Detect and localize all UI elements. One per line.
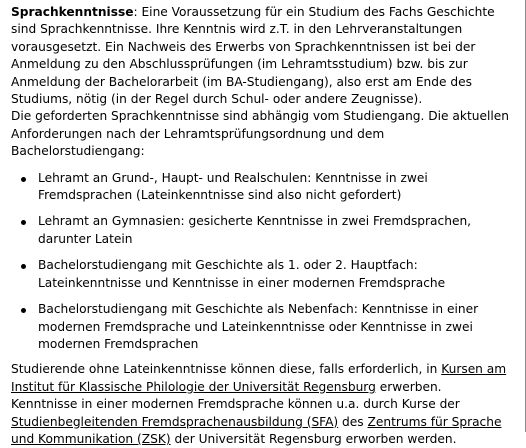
- list-item: [38, 213, 516, 248]
- zsk-link[interactable]: Zentrums für Sprache und Kommunikation (ZSK): [11, 414, 502, 446]
- sfa-link[interactable]: Studienbegleitenden Fremdsprachenausbildung (SFA): [11, 414, 339, 429]
- section-heading-colon: :: [133, 5, 138, 19]
- latin-courses-paragraph: [11, 361, 516, 448]
- latin-text-after: erwerben.: [375, 379, 442, 394]
- bullet-icon: [21, 264, 26, 269]
- latin-courses-link[interactable]: Kursen am Institut für Klassische Philologie der Universität Regensburg: [11, 362, 507, 394]
- list-item-text: Lehramt an Gymnasien: gesicherte Kenntnisse in zwei Fremdsprachen, darunter Latein: [38, 214, 472, 246]
- modern-text-before: Kenntnisse in einer modernen Fremdsprache können u.a. durch Kurse der: [11, 397, 460, 412]
- modern-text-after: der Universität Regensburg erworben werden.: [170, 431, 457, 446]
- latin-text-before: Studierende ohne Lateinkenntnisse können diese, falls erforderlich, in: [11, 362, 442, 377]
- bullet-icon: [21, 308, 26, 313]
- modern-text-middle: des: [338, 414, 368, 429]
- section-heading: Sprachkenntnisse: [11, 5, 134, 19]
- requirements-list: [11, 170, 516, 354]
- intro-paragraph: [11, 4, 516, 108]
- list-item-text: Bachelorstudiengang mit Geschichte als 1. oder 2. Hauptfach: Lateinkenntnisse und Kenntnisse in einer modernen Fremdsprache: [38, 258, 446, 290]
- list-item: [38, 301, 516, 353]
- list-item: [38, 257, 516, 292]
- bullet-icon: [21, 177, 26, 182]
- intro-text: Eine Voraussetzung für ein Studium des Fachs Geschichte sind Sprachkenntnisse. Ihre Kenntnis wird z.T. in den Lehrveranstaltungen vorausgesetzt. Ein Nachweis des Erwerbs von Sprachkenntnissen ist bei der Anmeldung zu den Abschlussprüfungen (im Lehramtsstudium) bzw. bis zur Anmeldung der Bachelorarbeit (im BA-Studiengang), also erst am Ende des Studiums, nötig (in der Regel durch Schul- oder andere Zeugnisse).: [11, 5, 495, 107]
- list-item-text: Lehramt an Grund-, Haupt- und Realschulen: Kenntnisse in zwei Fremdsprachen (Lateinkenntnisse sind also nicht gefordert): [38, 170, 428, 203]
- bullet-icon: [21, 220, 26, 225]
- list-item-text: Bachelorstudiengang mit Geschichte als Nebenfach: Kenntnisse in einer modernen Fremdsprache und Lateinkenntnisse oder Kenntnisse in zwei modernen Fremdsprachen: [38, 302, 479, 351]
- dependency-paragraph: Die geforderten Sprachkenntnisse sind abhängig vom Studiengang. Die aktuellen Anforderungen nach der Lehramtsprüfungsordnung und dem Bachelorstudiengang:: [11, 109, 509, 159]
- list-item: [38, 170, 516, 205]
